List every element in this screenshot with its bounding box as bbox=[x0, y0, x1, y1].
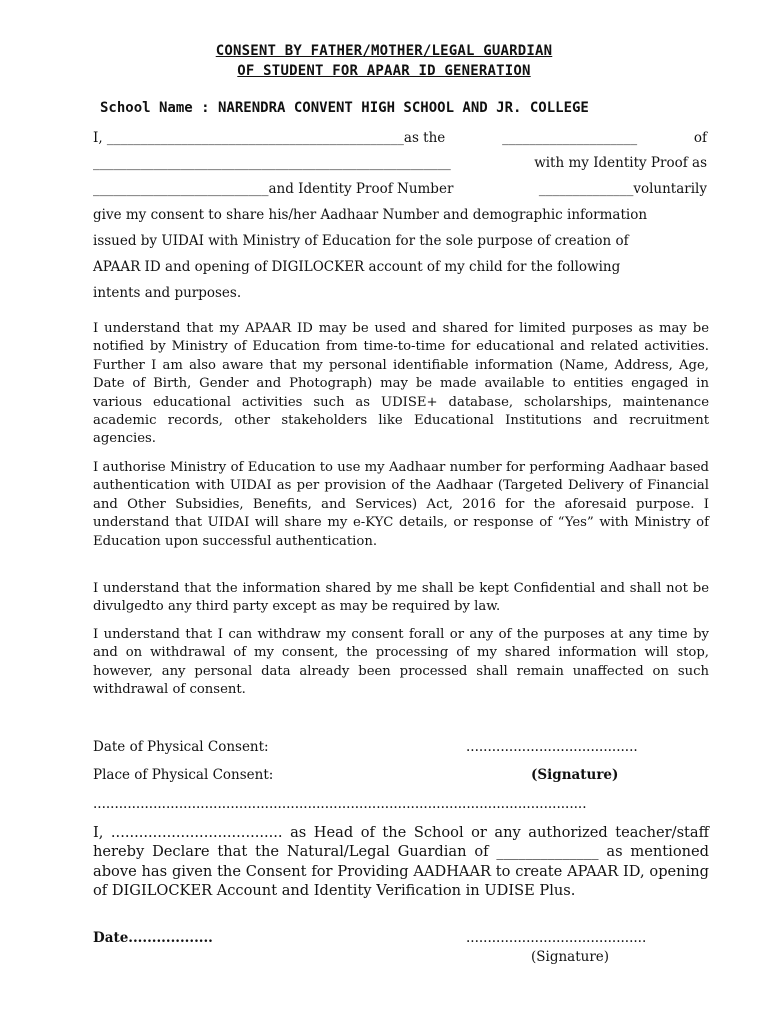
fill-row-2 bbox=[93, 155, 707, 171]
fill-row-4: give my consent to share his/her Aadhaar Number and demographic information bbox=[93, 207, 648, 223]
paragraph-aadhaar-authorisation: I authorise Ministry of Education to use my Aadhaar number for performing Aadhaar based authentication with UIDAI as per provision of the Aadhaar (Targeted Delivery of Financial and Other Subsidies, Benefits, and Services) Act, 2016 for the aforesaid purpose. I understand that UIDAI will share my e-KYC details, or response of “Yes” with Ministry of Education upon successful authentication. bbox=[93, 460, 709, 549]
paragraph-confidentiality: I understand that the information shared by me shall be kept Confidential and shall not be divulgedto any third party except as may be required by law. bbox=[93, 581, 709, 615]
paragraph-apaar-usage: I understand that my APAAR ID may be used and shared for limited purposes as may be notified by Ministry of Education from time-to-time for educational and related activities. Further I am also aware that my personal identifiable information (Name, Address, Age, Date of Birth, Gender and Photograph) may be made available to entities engaged in various educational activities such as UDISE+ database, scholarships, maintenance academic records, other stakeholders like Educational Institutions and recruitment agencies. bbox=[93, 321, 709, 447]
declaration-date-field[interactable]: Date.................. bbox=[93, 930, 213, 946]
student-name-blank[interactable]: _____________________________________________________ bbox=[93, 155, 451, 171]
form-title-line1: CONSENT BY FATHER/MOTHER/LEGAL GUARDIAN bbox=[215, 43, 553, 59]
fill-row-1-of: of bbox=[693, 130, 707, 146]
head-of-school-declaration: I, ..................................... as Head of the School or any authorized teacher/staff hereby Declare that the Natural/Legal Guardian of ______________ as mentioned above has given the Consent for Providing AADHAAR to create APAAR ID, opening of DIGILOCKER Account and Identity Verification in UDISE Plus. bbox=[93, 824, 709, 900]
fill-row-5: issued by UIDAI with Ministry of Education for the sole purpose of creation of bbox=[93, 233, 629, 249]
form-title-line2: OF STUDENT FOR APAAR ID GENERATION bbox=[237, 63, 531, 79]
head-signature-field[interactable]: .......................................... bbox=[466, 930, 647, 946]
fill-row-1 bbox=[93, 130, 707, 146]
guardian-signature-label: (Signature) bbox=[531, 767, 619, 783]
identity-proof-blank[interactable]: __________________________and Identity Proof Number bbox=[93, 181, 454, 197]
guardian-name-blank[interactable]: I, ____________________________________________as the bbox=[93, 130, 446, 146]
date-of-consent-field[interactable]: ........................................ bbox=[466, 739, 638, 755]
fill-row-3 bbox=[93, 181, 707, 197]
fill-row-6: APAAR ID and opening of DIGILOCKER account of my child for the following bbox=[93, 259, 621, 275]
relation-blank[interactable]: ____________________ bbox=[502, 130, 638, 146]
date-of-consent-label: Date of Physical Consent: bbox=[93, 739, 269, 755]
fill-row-7: intents and purposes. bbox=[93, 285, 242, 301]
paragraph-withdrawal: I understand that I can withdraw my consent forall or any of the purposes at any time by and on withdrawal of my consent, the processing of my shared information will stop, however, any personal data already been processed shall remain unaffected on such withdrawal of consent. bbox=[93, 627, 709, 698]
head-signature-label: (Signature) bbox=[531, 949, 610, 965]
place-of-consent-label: Place of Physical Consent: bbox=[93, 767, 274, 783]
identity-number-blank[interactable]: ______________voluntarily bbox=[538, 181, 707, 197]
section-separator: ................................................................................................................... bbox=[93, 796, 587, 812]
fill-row-2-text: with my Identity Proof as bbox=[534, 155, 707, 171]
school-name: School Name : NARENDRA CONVENT HIGH SCHOOL AND JR. COLLEGE bbox=[100, 100, 589, 116]
